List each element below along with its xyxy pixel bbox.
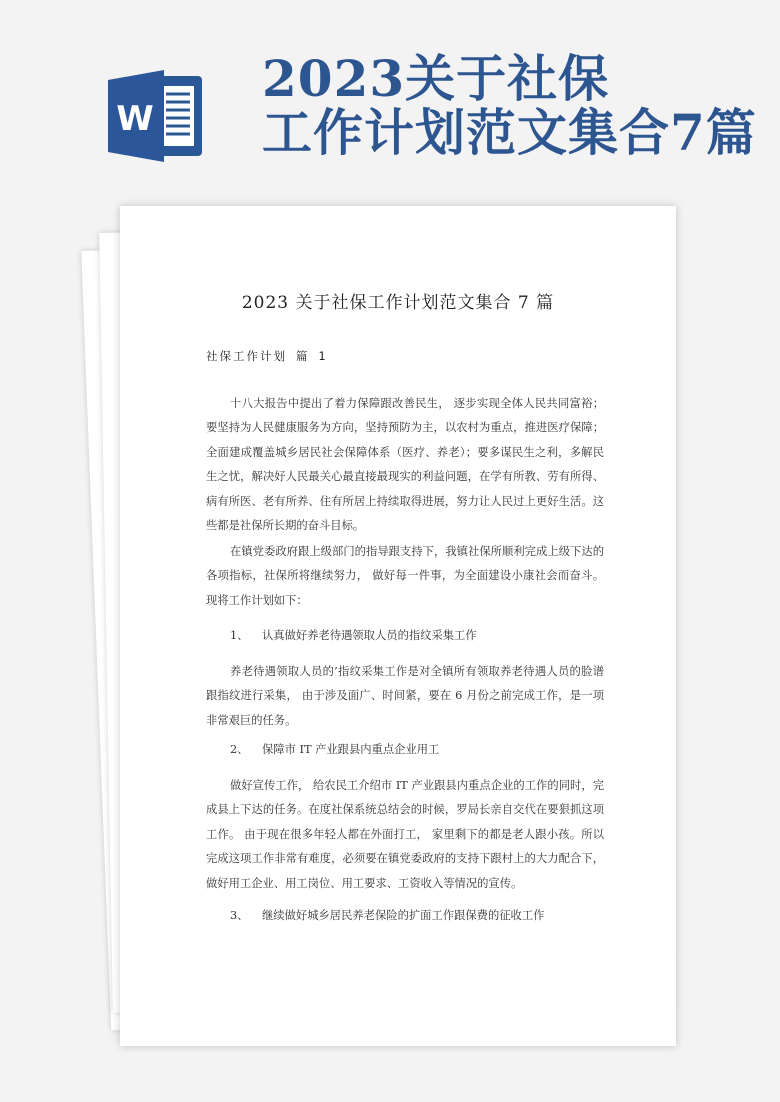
svg-text:W: W xyxy=(116,99,154,139)
document-title: 2023 关于社保工作计划范文集合 7 篇 xyxy=(241,293,555,313)
paragraph-text: 养老待遇领取人员的’指纹采集工作是对全镇所有领取养老待遇人员的脸谱跟指纹进行采集， 由于涉及面广、时间紧，要在 6 月份之前完成工作，是一项非常艰巨的任务。 xyxy=(206,665,604,727)
paragraph-text: 十八大报告中提出了着力保障跟改善民生， 逐步实现全体人民共同富裕； 要坚持为人民健康服务为方向，坚持预防为主，以农村为重点，推进医疗保障；全面建成覆盖城乡居民社会保障体系（医疗、养老）；要多谋民生之利，多解民生之忧，解决好人民最关心最直接最现实的利益问题，在学有所教、劳有所得、病有所医、老有所养、住有所居上持续取得进展，努力让人民过上更好生活。这些都是社保所长期的奋斗目标。 xyxy=(206,397,604,533)
paragraph-text: 在镇党委政府跟上级部门的指导跟支持下，我镇社保所顺利完成上级下达的各项指标，社保所将继续努力， 做好每一件事，为全面建设小康社会而奋斗。现将工作计划如下： xyxy=(206,545,604,607)
list-item-number: 2、 xyxy=(230,743,249,756)
paragraph xyxy=(206,540,604,613)
banner-title-line1: 2023关于社保 xyxy=(262,49,610,108)
document-page xyxy=(120,206,676,1046)
section-heading: 社保工作计划 篇 1 xyxy=(206,349,328,363)
list-item-text: 继续做好城乡居民养老保险的扩面工作跟保费的征收工作 xyxy=(262,909,545,922)
paragraph xyxy=(206,774,604,896)
list-item-heading xyxy=(206,738,604,762)
list-item-text: 认真做好养老待遇领取人员的指纹采集工作 xyxy=(262,629,477,642)
list-item-number: 3、 xyxy=(230,909,249,922)
paragraph xyxy=(206,392,604,538)
banner-title-line2: 工作计划范文集合7篇 xyxy=(262,103,757,162)
list-item-text: 保障市 IT 产业跟县内重点企业用工 xyxy=(262,743,440,756)
banner xyxy=(0,0,780,200)
list-item-heading xyxy=(206,904,604,928)
banner-title xyxy=(262,49,757,162)
word-document-icon xyxy=(108,68,208,164)
list-item-heading xyxy=(206,624,604,648)
paragraph-text: 做好宣传工作， 给农民工介绍市 IT 产业跟县内重点企业的工作的同时，完成县上下达的任务。在度社保系统总结会的时候，罗局长亲自交代在要狠抓这项工作。 由于现在很多年轻人都在外面打工， 家里剩下的都是老人跟小孩。所以完成这项工作非常有难度，必须要在镇党委政府的支持下跟村上的大力配合下，做好用工企业、用工岗位、用工要求、工资收入等情况的宣传。 xyxy=(206,779,604,890)
list-item-number: 1、 xyxy=(230,629,249,642)
paragraph xyxy=(206,660,604,733)
